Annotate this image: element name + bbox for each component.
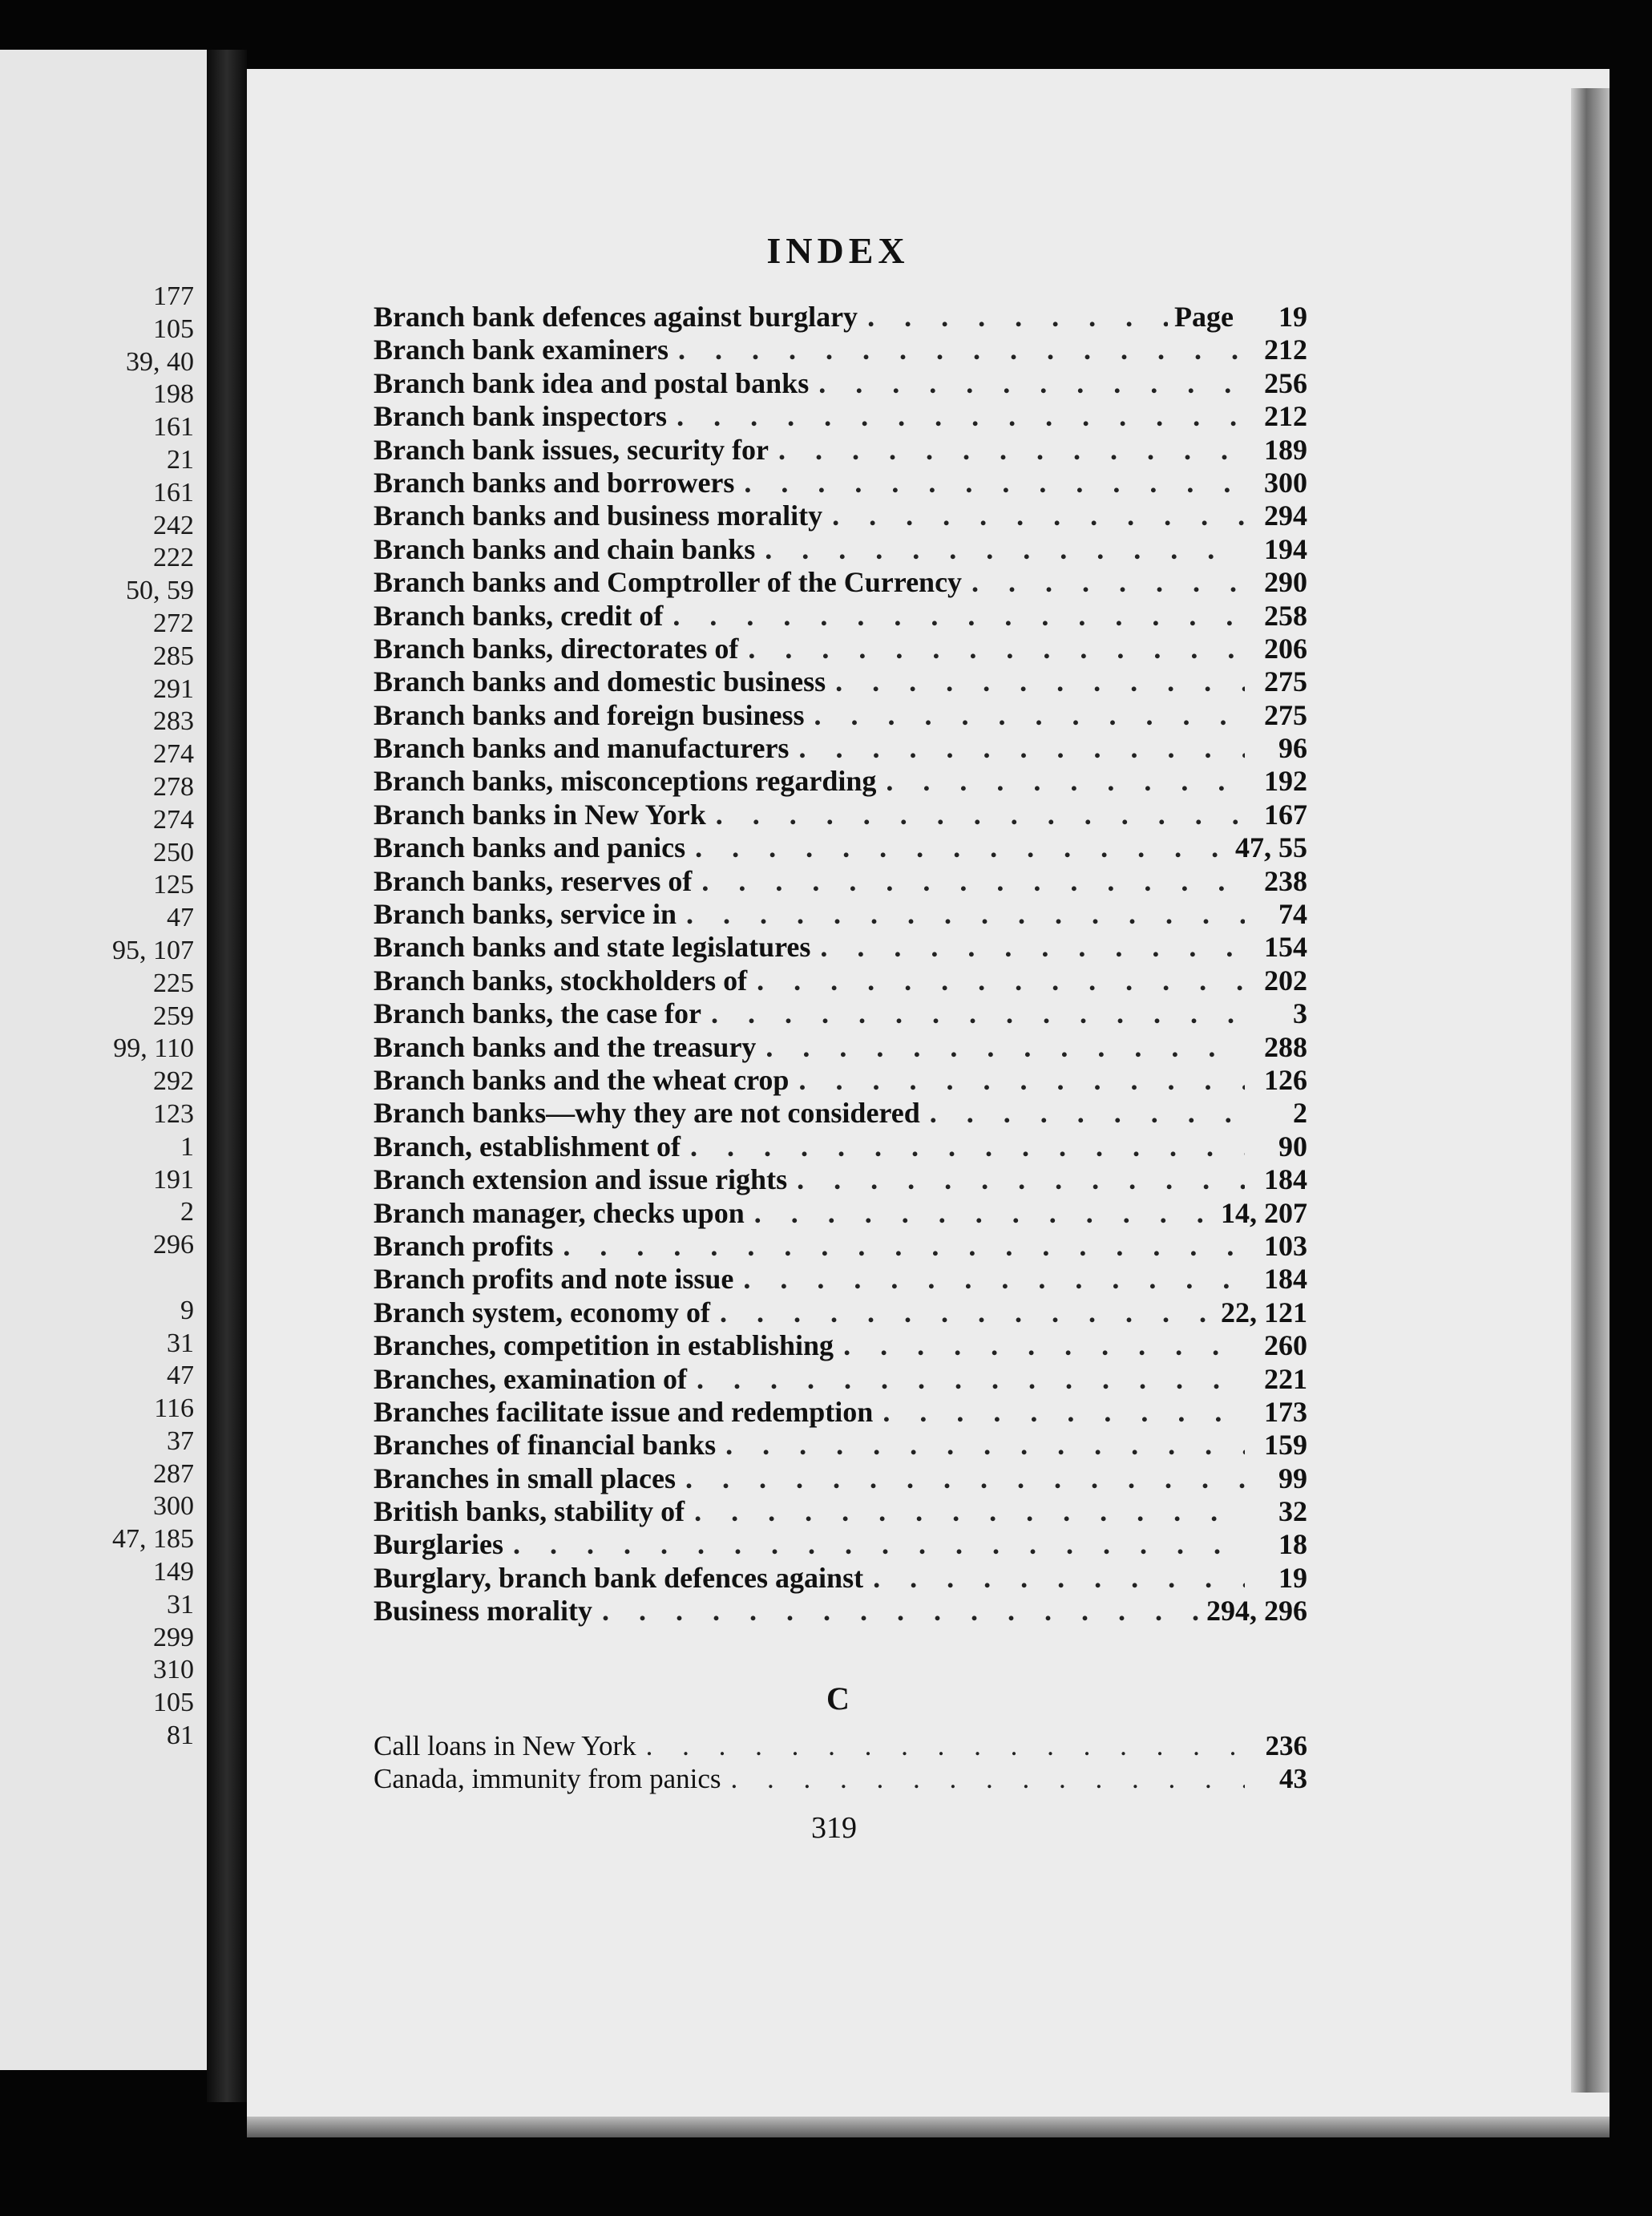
index-term: Branch extension and issue rights [374, 1163, 788, 1196]
index-term: Branch banks and the treasury [374, 1030, 757, 1063]
index-term: British banks, stability of [374, 1495, 685, 1528]
left-page-number: 125 [153, 870, 194, 900]
left-page-number: 259 [153, 1001, 194, 1031]
dot-leader [873, 1561, 1245, 1595]
left-page-number: 1 [180, 1131, 194, 1162]
index-entry [374, 1296, 1307, 1328]
page-number: 319 [811, 1811, 857, 1845]
dot-leader [744, 466, 1245, 499]
index-page-ref: 290 [1264, 566, 1307, 599]
dot-leader [820, 930, 1245, 964]
index-entry [374, 1229, 1307, 1262]
dot-leader [695, 831, 1229, 864]
dot-leader [678, 333, 1245, 366]
index-term: Branch bank defences against burglary [374, 301, 858, 333]
index-entry [374, 466, 1307, 499]
left-page-number: 198 [153, 379, 194, 410]
left-page-number: 274 [153, 804, 194, 835]
left-page-number: 21 [167, 444, 194, 475]
index-page-ref: 18 [1278, 1528, 1307, 1561]
index-entry [374, 565, 1307, 598]
left-page-number: 287 [153, 1458, 194, 1489]
dot-leader [757, 964, 1245, 997]
index-term: Branch banks and the wheat crop [374, 1063, 790, 1096]
index-entry [374, 632, 1307, 665]
index-page-ref: 90 [1278, 1130, 1307, 1163]
left-page-number: 161 [153, 477, 194, 507]
index-term: Branch bank inspectors [374, 400, 668, 433]
index-page-ref: 96 [1278, 732, 1307, 765]
index-entry [374, 1494, 1307, 1527]
index-page-ref: 189 [1264, 433, 1307, 466]
index-entry [374, 1328, 1307, 1361]
index-term: Branch banks, service in [374, 898, 677, 931]
index-page-ref: 126 [1264, 1063, 1307, 1096]
index-entry [374, 1594, 1307, 1627]
left-page-number: 2 [180, 1197, 194, 1227]
left-page-number: 274 [153, 739, 194, 770]
index-page-ref: 43 [1279, 1763, 1307, 1795]
index-entry [374, 1395, 1307, 1428]
dot-leader [843, 1328, 1245, 1362]
page-bottom-edge [247, 2117, 1610, 2137]
left-page-number: 39, 40 [126, 346, 194, 377]
left-page-number: 123 [153, 1098, 194, 1129]
index-entry [374, 864, 1307, 897]
dot-leader [835, 665, 1245, 698]
index-page-ref: 288 [1264, 1030, 1307, 1063]
dot-leader [673, 599, 1245, 633]
dot-leader [867, 300, 1168, 334]
left-page-number: 242 [153, 510, 194, 540]
index-entry [374, 599, 1307, 632]
dot-leader [797, 1163, 1245, 1196]
index-page-ref: 14, 207 [1221, 1196, 1307, 1229]
index-entry [374, 1030, 1307, 1063]
index-term: Branch profits [374, 1229, 554, 1262]
index-page-ref: 32 [1278, 1495, 1307, 1528]
index-term: Branch banks in New York [374, 798, 706, 831]
index-term: Canada, immunity from panics [374, 1763, 721, 1795]
index-term: Branch banks, credit of [374, 599, 664, 632]
section-c-entries [374, 1730, 1307, 1797]
index-page-ref: 184 [1264, 1263, 1307, 1296]
left-page-number: 105 [153, 1688, 194, 1718]
index-page-ref: 238 [1264, 864, 1307, 897]
dot-leader [765, 1030, 1245, 1064]
index-page-ref: 221 [1264, 1362, 1307, 1395]
index-entry [374, 499, 1307, 532]
left-page-number: 222 [153, 543, 194, 573]
index-term: Branch system, economy of [374, 1296, 710, 1328]
index-term: Branch banks, the case for [374, 997, 702, 1030]
dot-leader [748, 632, 1245, 665]
index-term: Branch banks—why they are not considered [374, 1097, 920, 1130]
index-entry [374, 300, 1307, 333]
left-page-number: 31 [167, 1589, 194, 1620]
left-page-number: 250 [153, 837, 194, 867]
left-page-number: 81 [167, 1721, 194, 1751]
index-entry [374, 532, 1307, 565]
index-term: Burglaries [374, 1528, 503, 1561]
index-entry [374, 897, 1307, 930]
left-page-number: 291 [153, 673, 194, 704]
dot-leader [602, 1594, 1200, 1628]
dot-leader [930, 1096, 1245, 1130]
left-page-number: 278 [153, 771, 194, 802]
index-term: Branch banks and business morality [374, 499, 823, 532]
dot-leader [798, 731, 1245, 765]
index-entries [374, 300, 1307, 1628]
index-entry [374, 1130, 1307, 1163]
index-entry [374, 333, 1307, 366]
index-page-ref: 212 [1264, 400, 1307, 433]
index-page-ref: 159 [1264, 1429, 1307, 1462]
index-term: Branch banks, misconceptions regarding [374, 765, 877, 798]
dot-leader [883, 1395, 1245, 1429]
index-term: Burglary, branch bank defences against [374, 1561, 864, 1594]
dot-leader [725, 1428, 1245, 1462]
index-page-ref: 154 [1264, 931, 1307, 964]
index-term: Branches facilitate issue and redemption [374, 1395, 874, 1428]
left-page-number: 47, 185 [112, 1524, 194, 1555]
left-page-number: 283 [153, 706, 194, 737]
index-term: Branch profits and note issue [374, 1263, 734, 1296]
dot-leader [646, 1730, 1245, 1762]
index-entry [374, 1163, 1307, 1195]
dot-leader [832, 499, 1245, 532]
left-page-number: 225 [153, 968, 194, 998]
index-term: Branch banks, reserves of [374, 864, 693, 897]
index-page-ref: 275 [1264, 698, 1307, 731]
left-page-number: 95, 107 [112, 935, 194, 965]
book-gutter [207, 50, 247, 2102]
index-page-ref: 2 [1293, 1097, 1307, 1130]
left-page-number: 47 [167, 903, 194, 933]
dot-leader [814, 698, 1245, 732]
index-entry [374, 665, 1307, 698]
index-entry [374, 698, 1307, 731]
index-term: Branch banks and domestic business [374, 665, 826, 698]
index-term: Branch bank examiners [374, 334, 669, 366]
index-term: Branch banks and foreign business [374, 698, 805, 731]
index-term: Branch banks, directorates of [374, 632, 739, 665]
index-term: Branch banks and manufacturers [374, 732, 790, 765]
index-page-ref: 184 [1264, 1163, 1307, 1196]
left-page-number: 177 [153, 281, 194, 311]
index-page-ref: 22, 121 [1221, 1296, 1307, 1328]
index-entry [374, 1063, 1307, 1096]
left-page-number: 191 [153, 1164, 194, 1195]
index-page-ref: 212 [1264, 334, 1307, 366]
left-page-number: 149 [153, 1557, 194, 1587]
index-page-ref: 206 [1264, 632, 1307, 665]
index-term: Branch bank idea and postal banks [374, 366, 810, 399]
index-term: Branch banks and chain banks [374, 532, 756, 565]
index-page-ref: 167 [1264, 798, 1307, 831]
left-page [0, 50, 207, 2070]
index-page-ref: 258 [1264, 599, 1307, 632]
index-page-ref: 173 [1264, 1395, 1307, 1428]
index-term: Branch banks and borrowers [374, 466, 735, 499]
index-page-ref: 74 [1278, 898, 1307, 931]
dot-leader [686, 897, 1245, 931]
dot-leader [731, 1763, 1245, 1795]
index-entry [374, 1262, 1307, 1295]
dot-leader [971, 565, 1245, 599]
index-term: Branch banks and Comptroller of the Currency [374, 566, 963, 599]
left-page-number: 300 [153, 1491, 194, 1522]
index-entry [374, 433, 1307, 466]
left-page-number: 116 [154, 1393, 194, 1424]
left-page-number: 285 [153, 641, 194, 671]
index-entry [374, 1527, 1307, 1560]
index-term: Branch manager, checks upon [374, 1196, 745, 1229]
dot-leader [765, 532, 1245, 566]
index-entry [374, 1362, 1307, 1395]
dot-leader [754, 1196, 1214, 1230]
dot-leader [694, 1494, 1245, 1528]
left-page-number: 37 [167, 1425, 194, 1456]
page-title: INDEX [766, 230, 910, 271]
index-entry [374, 366, 1307, 399]
left-page-number: 9 [180, 1295, 194, 1325]
dot-leader [716, 798, 1245, 831]
index-term: Branches in small places [374, 1462, 677, 1494]
index-term: Branches, competition in establishing [374, 1329, 834, 1362]
index-entry [374, 1462, 1307, 1494]
index-entry [374, 798, 1307, 831]
index-entry [374, 1763, 1307, 1796]
index-page-ref: 194 [1264, 532, 1307, 565]
dot-leader [563, 1229, 1245, 1263]
left-page-number: 296 [153, 1230, 194, 1260]
left-page-numbers [0, 281, 194, 1753]
dot-leader [677, 399, 1245, 433]
index-entry [374, 731, 1307, 764]
dot-leader [886, 764, 1245, 798]
dot-leader [513, 1527, 1245, 1561]
page-edge [1571, 88, 1610, 2093]
index-page-ref: 103 [1264, 1229, 1307, 1262]
dot-leader [697, 1362, 1245, 1396]
section-letter-c: C [826, 1680, 850, 1717]
left-page-number: 272 [153, 608, 194, 638]
index-entry [374, 1730, 1307, 1763]
dot-leader [818, 366, 1245, 400]
index-term: Branch banks and panics [374, 831, 686, 864]
index-term: Branch banks and state legislatures [374, 931, 811, 964]
index-page-ref: 47, 55 [1235, 831, 1307, 864]
index-page-ref: 294 [1264, 499, 1307, 532]
index-entry [374, 1096, 1307, 1129]
dot-leader [778, 433, 1245, 467]
index-term: Branches of financial banks [374, 1429, 717, 1462]
index-entry [374, 1561, 1307, 1594]
index-entry [374, 399, 1307, 432]
index-page-ref: 294, 296 [1206, 1595, 1307, 1628]
left-page-number: 292 [153, 1066, 194, 1097]
left-page-number: 99, 110 [113, 1033, 194, 1064]
index-term: Branch bank issues, security for [374, 433, 769, 466]
index-page-ref: 3 [1293, 997, 1307, 1030]
left-page-number: 105 [153, 313, 194, 344]
index-page-ref: 19 [1278, 1561, 1307, 1594]
dot-leader [690, 1130, 1245, 1163]
left-page-number: 299 [153, 1622, 194, 1652]
index-page-ref: 202 [1264, 964, 1307, 997]
page-label: Page [1174, 301, 1234, 333]
index-entry [374, 964, 1307, 997]
index-term: Branch banks, stockholders of [374, 964, 748, 997]
dot-leader [701, 864, 1245, 898]
dot-leader [711, 997, 1245, 1030]
index-page-ref: 19 [1278, 301, 1307, 333]
index-entry [374, 930, 1307, 963]
left-page-number: 161 [153, 412, 194, 443]
index-entry [374, 831, 1307, 863]
index-entry [374, 997, 1307, 1029]
index-entry [374, 1196, 1307, 1229]
index-page-ref: 256 [1264, 366, 1307, 399]
index-term: Business morality [374, 1595, 593, 1628]
index-term: Call loans in New York [374, 1730, 636, 1761]
dot-leader [798, 1063, 1245, 1097]
left-page-number: 50, 59 [126, 576, 194, 606]
left-page-number: 47 [167, 1361, 194, 1391]
index-page-ref: 99 [1278, 1462, 1307, 1494]
index-page-ref: 236 [1265, 1730, 1307, 1761]
index-page-ref: 275 [1264, 665, 1307, 698]
index-term: Branches, examination of [374, 1362, 687, 1395]
left-page-number: 31 [167, 1328, 194, 1358]
dot-leader [743, 1262, 1245, 1296]
index-page-ref: 260 [1264, 1329, 1307, 1362]
left-page-number: 310 [153, 1655, 194, 1685]
dot-leader [720, 1296, 1214, 1329]
index-entry [374, 764, 1307, 797]
index-page-ref: 192 [1264, 765, 1307, 798]
index-entry [374, 1428, 1307, 1461]
index-term: Branch, establishment of [374, 1130, 681, 1163]
dot-leader [685, 1462, 1245, 1495]
index-page-ref: 300 [1264, 466, 1307, 499]
